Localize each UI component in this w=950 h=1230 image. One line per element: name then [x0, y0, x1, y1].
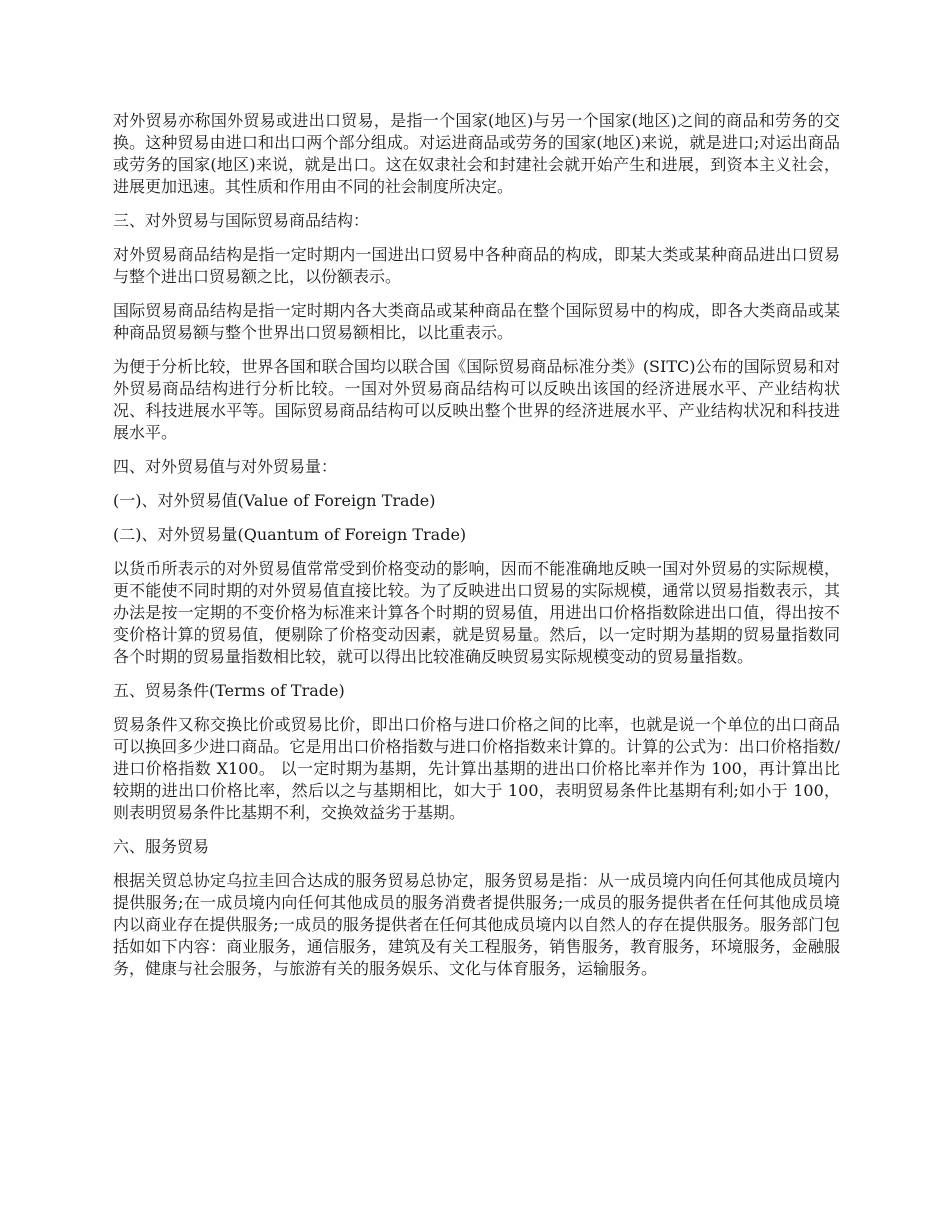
paragraph-terms-of-trade: 贸易条件又称交换比价或贸易比价，即出口价格与进口价格之间的比率，也就是说一个单位的出口商品可以换回多少进口商品。它是用出口价格指数与进口价格指数来计算的。计算的公式为：出口价格指数/进口价格指数 X100。 以一定时期为基期，先计算出基期的进出口价格比率并作为 100，再计算出比较期的进出口价格比率，然后以之与基期相比，如大于 100，表明贸易条件比基期有利;如小于 100，则表明贸易条件比基期不利，交换效益劣于基期。 [113, 715, 840, 822]
subheading-trade-quantum: (二)、对外贸易量(Quantum of Foreign Trade) [113, 525, 467, 544]
paragraph-international-trade-structure: 国际贸易商品结构是指一定时期内各大类商品或某种商品在整个国际贸易中的构成，即各大类商品或某种商品贸易额与整个世界出口贸易额相比，以比重表示。 [113, 301, 840, 342]
paragraph-trade-quantum: 以货币所表示的对外贸易值常常受到价格变动的影响，因而不能准确地反映一国对外贸易的实际规模，更不能使不同时期的对外贸易值直接比较。为了反映进出口贸易的实际规模，通常以贸易指数表示，其办法是按一定期的不变价格为标准来计算各个时期的贸易值，用进出口价格指数除进出口值，得出按不变价格计算的贸易值，便剔除了价格变动因素，就是贸易量。然后，以一定时期为基期的贸易量指数同各个时期的贸易量指数相比较，就可以得出比较准确反映贸易实际规模变动的贸易量指数。 [113, 559, 840, 666]
subheading-trade-value: (一)、对外贸易值(Value of Foreign Trade) [113, 491, 436, 510]
section-heading-service-trade: 六、服务贸易 [113, 837, 210, 856]
section-heading-trade-value-quantum: 四、对外贸易值与对外贸易量： [113, 457, 338, 476]
paragraph-foreign-trade-structure: 对外贸易商品结构是指一定时期内一国进出口贸易中各种商品的构成，即某大类或某种商品进出口贸易与整个进出口贸易额之比，以份额表示。 [113, 245, 840, 286]
section-heading-terms-of-trade: 五、贸易条件(Terms of Trade) [113, 681, 345, 700]
intro-paragraph: 对外贸易亦称国外贸易或进出口贸易，是指一个国家(地区)与另一个国家(地区)之间的商品和劳务的交换。这种贸易由进口和出口两个部分组成。对运进商品或劳务的国家(地区)来说，就是进口;对运出商品或劳务的国家(地区)来说，就是出口。这在奴隶社会和封建社会就开始产生和进展，到资本主义社会，进展更加迅速。其性质和作用由不同的社会制度所决定。 [113, 111, 840, 196]
document-page [113, 110, 840, 992]
paragraph-sitc: 为便于分析比较，世界各国和联合国均以联合国《国际贸易商品标准分类》(SITC)公布的国际贸易和对外贸易商品结构进行分析比较。一国对外贸易商品结构可以反映出该国的经济进展水平、产业结构状况、科技进展水平等。国际贸易商品结构可以反映出整个世界的经济进展水平、产业结构状况和科技进展水平。 [113, 357, 840, 442]
paragraph-service-trade: 根据关贸总协定乌拉圭回合达成的服务贸易总协定，服务贸易是指：从一成员境内向任何其他成员境内提供服务;在一成员境内向任何其他成员的服务消费者提供服务;一成员的服务提供者在任何其他成员境内以商业存在提供服务;一成员的服务提供者在任何其他成员境内以自然人的存在提供服务。服务部门包括如如下内容：商业服务，通信服务，建筑及有关工程服务，销售服务，教育服务，环境服务，金融服务，健康与社会服务，与旅游有关的服务娱乐、文化与体育服务，运输服务。 [113, 871, 840, 978]
section-heading-commodity-structure: 三、对外贸易与国际贸易商品结构： [113, 211, 370, 230]
